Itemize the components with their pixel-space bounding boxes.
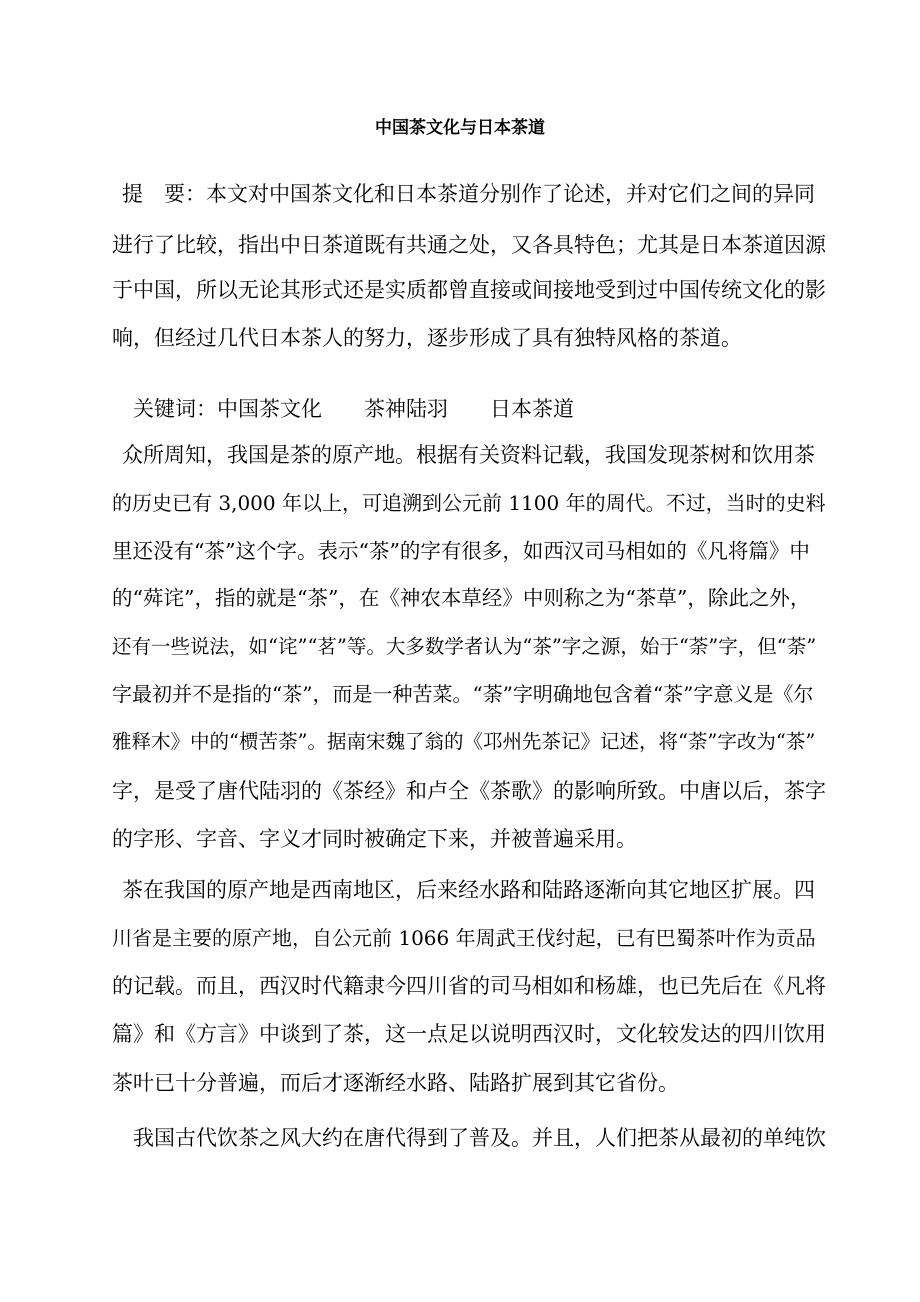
paragraph-line: 众所周知，我国是茶的原产地。根据有关资料记载，我国发现茶树和饮用茶 xyxy=(122,443,815,467)
abstract-line: 于中国，所以无论其形式还是实质都曾直接或间接地受到过中国传统文化的影 xyxy=(112,278,826,302)
keywords-line: 关键词：中国茶文化 茶神陆羽 日本茶道 xyxy=(133,397,574,421)
paragraph-line: 的字形、字音、字义才同时被确定下来，并被普遍采用。 xyxy=(112,827,637,851)
paragraph-line: 雅释木》中的“槚苦荼”。据南宋魏了翁的《邛州先茶记》记述，将“荼”字改为“茶” xyxy=(112,730,816,753)
document-title: 中国茶文化与日本茶道 xyxy=(375,118,545,138)
paragraph-line: 茶叶已十分普遍，而后才逐渐经水路、陆路扩展到其它省份。 xyxy=(112,1071,679,1095)
abstract-line: 提 要：本文对中国茶文化和日本茶道分别作了论述，并对它们之间的异同 xyxy=(122,182,815,206)
paragraph-line: 我国古代饮茶之风大约在唐代得到了普及。并且，人们把茶从最初的单纯饮 xyxy=(133,1126,826,1150)
paragraph-line: 的记载。而且，西汉时代籍隶今四川省的司马相如和杨雄，也已先后在《凡将 xyxy=(112,974,826,998)
paragraph-line: 篇》和《方言》中谈到了茶，这一点足以说明西汉时，文化较发达的四川饮用 xyxy=(112,1022,826,1046)
paragraph-line: 字最初并不是指的“茶”，而是一种苦菜。“荼”字明确地包含着“茶”字意义是《尔 xyxy=(112,682,814,706)
paragraph-line: 的历史已有 3,000 年以上，可追溯到公元前 1100 年的周代。不过，当时的史料 xyxy=(112,491,826,515)
paragraph-line: 茶在我国的原产地是西南地区，后来经水路和陆路逐渐向其它地区扩展。四 xyxy=(122,878,815,902)
paragraph-line: 还有一些说法，如“诧”“茗”等。大多数学者认为“茶”字之源，始于“荼”字，但“荼” xyxy=(112,635,817,658)
paragraph-line: 的“荈诧”，指的就是“茶”，在《神农本草经》中则称之为“茶草”，除此之外， xyxy=(112,586,811,610)
paragraph-line: 字，是受了唐代陆羽的《茶经》和卢仝《茶歌》的影响所致。中唐以后，茶字 xyxy=(112,779,826,803)
abstract-line: 进行了比较，指出中日茶道既有共通之处，又各具特色；尤其是日本茶道因源 xyxy=(112,233,826,257)
paragraph-line: 川省是主要的原产地，自公元前 1066 年周武王伐纣起，已有巴蜀茶叶作为贡品 xyxy=(112,926,816,950)
abstract-line: 响，但经过几代日本茶人的努力，逐步形成了具有独特风格的茶道。 xyxy=(112,326,742,350)
paragraph-line: 里还没有“茶”这个字。表示“茶”的字有很多，如西汉司马相如的《凡将篇》中 xyxy=(112,539,810,563)
